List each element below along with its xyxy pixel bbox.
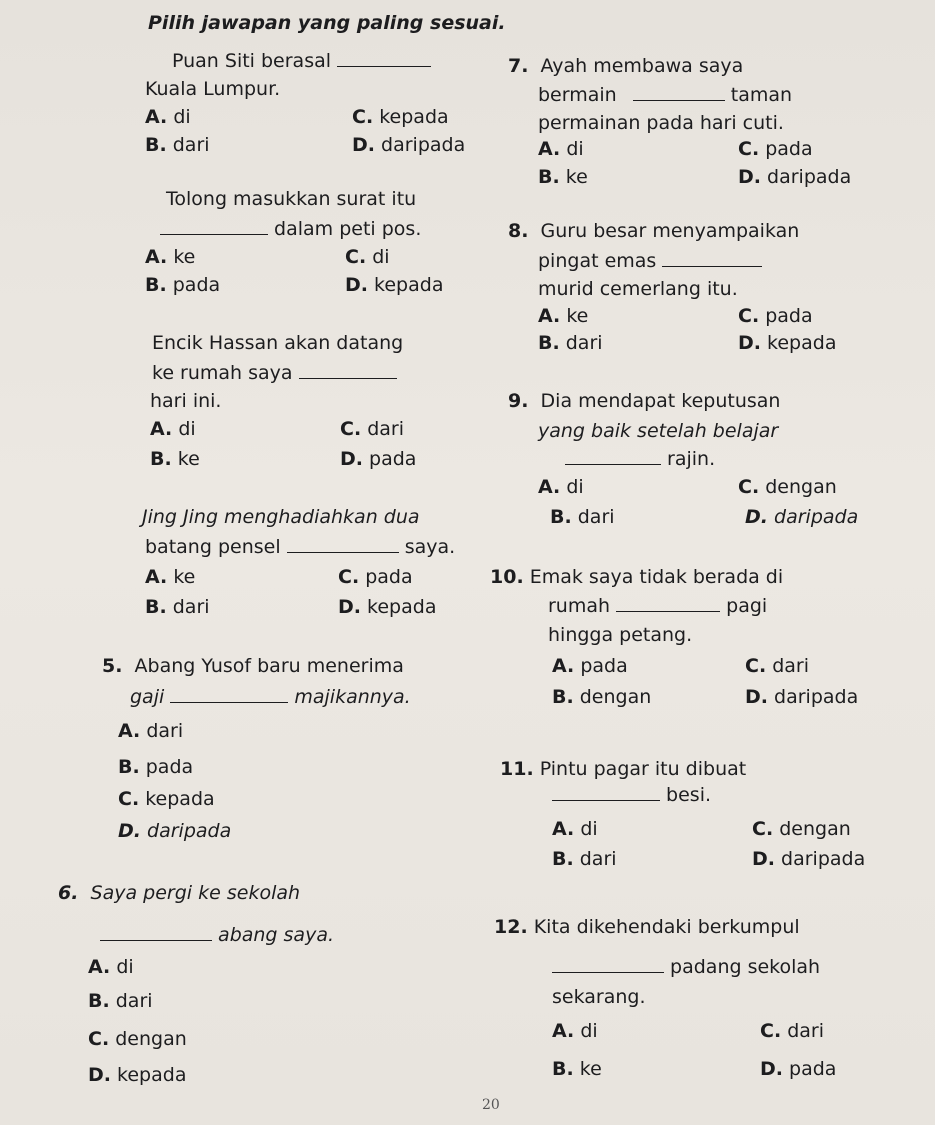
question-text: Puan Siti berasal bbox=[172, 52, 431, 71]
option-a[interactable]: A. pada bbox=[552, 655, 628, 677]
option-a[interactable]: A. ke bbox=[538, 305, 589, 327]
option-a[interactable]: A. di bbox=[88, 956, 134, 978]
option-d[interactable]: D. daripada bbox=[745, 506, 859, 528]
question-text: Tolong masukkan surat itu bbox=[166, 188, 417, 210]
question-text: gaji majikannya. bbox=[130, 686, 411, 708]
option-b[interactable]: B. pada bbox=[118, 756, 194, 778]
option-d[interactable]: D. kepada bbox=[88, 1064, 187, 1086]
option-a[interactable]: A. di bbox=[538, 138, 584, 160]
question-text: pingat emas bbox=[538, 252, 762, 271]
answer-blank[interactable] bbox=[337, 52, 431, 67]
answer-blank[interactable] bbox=[160, 220, 268, 235]
question-text: 5. Abang Yusof baru menerima bbox=[102, 655, 404, 677]
question-text: Jing Jing menghadiahkan dua bbox=[142, 506, 420, 528]
option-b[interactable]: B. dari bbox=[145, 596, 210, 618]
option-a[interactable]: A. di bbox=[145, 106, 191, 128]
question-text: 7. Ayah membawa saya bbox=[508, 55, 744, 77]
option-a[interactable]: A. di bbox=[150, 418, 196, 440]
option-d[interactable]: D. kepada bbox=[345, 274, 444, 296]
question-text: batang pensel saya. bbox=[145, 536, 456, 558]
option-a[interactable]: A. di bbox=[552, 1020, 598, 1042]
option-a[interactable]: A. di bbox=[552, 818, 598, 840]
question-text: rumah pagi bbox=[548, 595, 768, 617]
question-text: abang saya. bbox=[100, 926, 334, 945]
option-d[interactable]: D. daripada bbox=[352, 134, 466, 156]
option-c[interactable]: C. dengan bbox=[88, 1028, 187, 1050]
option-c[interactable]: C. kepada bbox=[118, 788, 215, 810]
option-b[interactable]: B. dari bbox=[145, 134, 210, 156]
option-b[interactable]: B. ke bbox=[150, 448, 200, 470]
question-text: Encik Hassan akan datang bbox=[152, 332, 404, 354]
question-text: 6. Saya pergi ke sekolah bbox=[58, 882, 301, 904]
answer-blank[interactable] bbox=[170, 688, 288, 703]
option-c[interactable]: C. pada bbox=[738, 305, 813, 327]
answer-blank[interactable] bbox=[662, 252, 762, 267]
option-b[interactable]: B. pada bbox=[145, 274, 221, 296]
question-text: Kuala Lumpur. bbox=[145, 78, 281, 100]
question-text: sekarang. bbox=[552, 986, 646, 1008]
option-d[interactable]: D. kepada bbox=[338, 596, 437, 618]
question-text: hari ini. bbox=[150, 390, 222, 412]
answer-blank[interactable] bbox=[287, 538, 399, 553]
option-b[interactable]: B. dari bbox=[88, 990, 153, 1012]
option-c[interactable]: C. pada bbox=[738, 138, 813, 160]
question-text: besi. bbox=[552, 786, 711, 805]
answer-blank[interactable] bbox=[100, 926, 212, 941]
option-c[interactable]: C. pada bbox=[338, 566, 413, 588]
question-text: bermain taman bbox=[538, 84, 793, 106]
answer-blank[interactable] bbox=[299, 364, 397, 379]
answer-blank[interactable] bbox=[616, 597, 720, 612]
option-d[interactable]: D. pada bbox=[340, 448, 417, 470]
question-text: rajin. bbox=[565, 450, 715, 469]
option-c[interactable]: C. dari bbox=[745, 655, 810, 677]
option-b[interactable]: B. dari bbox=[552, 848, 617, 870]
option-b[interactable]: B. ke bbox=[538, 166, 588, 188]
answer-blank[interactable] bbox=[565, 450, 661, 465]
question-text: dalam peti pos. bbox=[160, 220, 421, 239]
instruction: Pilih jawapan yang paling sesuai. bbox=[148, 12, 506, 34]
question-text: 11. Pintu pagar itu dibuat bbox=[500, 758, 747, 780]
option-b[interactable]: B. dengan bbox=[552, 686, 652, 708]
question-text: 12. Kita dikehendaki berkumpul bbox=[494, 916, 800, 938]
question-text: 10. Emak saya tidak berada di bbox=[490, 566, 784, 588]
answer-blank[interactable] bbox=[552, 958, 664, 973]
option-c[interactable]: C. dengan bbox=[752, 818, 851, 840]
option-c[interactable]: C. dengan bbox=[738, 476, 837, 498]
option-c[interactable]: C. kepada bbox=[352, 106, 449, 128]
option-a[interactable]: A. ke bbox=[145, 566, 196, 588]
option-c[interactable]: C. di bbox=[345, 246, 390, 268]
question-text: 9. Dia mendapat keputusan bbox=[508, 390, 781, 412]
page-number: 20 bbox=[482, 1097, 500, 1113]
question-text: hingga petang. bbox=[548, 624, 693, 646]
question-text: ke rumah saya bbox=[152, 364, 397, 383]
option-d[interactable]: D. daripada bbox=[752, 848, 866, 870]
option-d[interactable]: D. daripada bbox=[745, 686, 859, 708]
answer-blank[interactable] bbox=[552, 786, 660, 801]
question-text: murid cemerlang itu. bbox=[538, 278, 738, 300]
option-b[interactable]: B. ke bbox=[552, 1058, 602, 1080]
question-text: 8. Guru besar menyampaikan bbox=[508, 220, 800, 242]
option-b[interactable]: B. dari bbox=[538, 332, 603, 354]
option-a[interactable]: A. ke bbox=[145, 246, 196, 268]
option-c[interactable]: C. dari bbox=[760, 1020, 825, 1042]
option-b[interactable]: B. dari bbox=[550, 506, 615, 528]
question-text: permainan pada hari cuti. bbox=[538, 112, 784, 134]
option-c[interactable]: C. dari bbox=[340, 418, 405, 440]
answer-blank[interactable] bbox=[633, 86, 725, 101]
question-text: padang sekolah bbox=[552, 958, 820, 977]
option-a[interactable]: A. dari bbox=[118, 720, 184, 742]
question-text: yang baik setelah belajar bbox=[538, 420, 779, 442]
option-d[interactable]: D. pada bbox=[760, 1058, 837, 1080]
option-a[interactable]: A. di bbox=[538, 476, 584, 498]
option-d[interactable]: D. daripada bbox=[738, 166, 852, 188]
option-d[interactable]: D. daripada bbox=[118, 820, 232, 842]
option-d[interactable]: D. kepada bbox=[738, 332, 837, 354]
